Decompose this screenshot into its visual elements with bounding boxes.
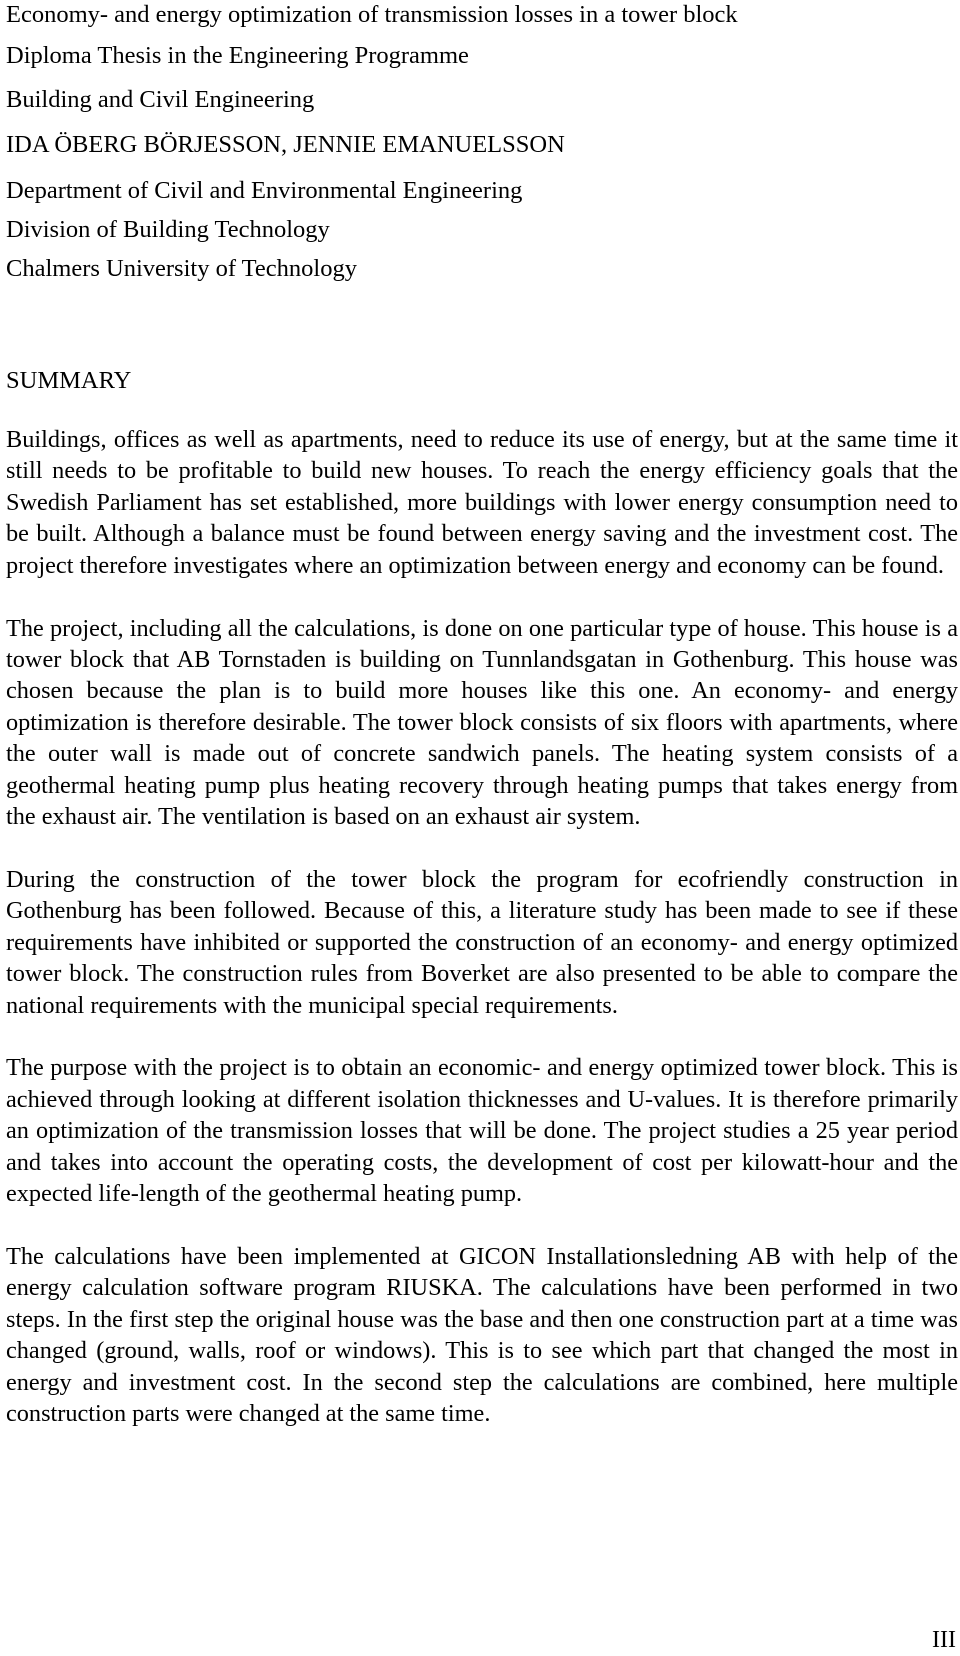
university-name: Chalmers University of Technology — [6, 255, 357, 282]
division-name: Division of Building Technology — [6, 216, 330, 243]
summary-paragraph: Buildings, offices as well as apartments, need to reduce its use of energy, but at the same time it still needs to be profitable to build new houses. To reach the energy efficiency goals that the Swedish Parliament has set established, more buildings with lower energy consumption need to be built. Although a balance must be found between energy saving and the investment cost. The project therefore investigates where an optimization between energy and economy can be found. — [6, 426, 958, 579]
summary-heading: SUMMARY — [6, 367, 132, 394]
summary-paragraph: During the construction of the tower block the program for ecofriendly construction in Gothenburg has been followed. Because of this, a literature study has been made to see if these requirements have inhibited or supported the construction of an economy- and energy optimized tower block. The construction rules from Boverket are also presented to be able to compare the national requirements with the municipal special requirements. — [6, 865, 958, 1019]
department-name: Department of Civil and Environmental Engineering — [6, 177, 523, 204]
page-number: III — [932, 1627, 956, 1653]
summary-paragraph: The purpose with the project is to obtain an economic- and energy optimized tower block. This is achieved through looking at different isolation thicknesses and U-values. It is therefore primarily an optimization of the transmission losses that will be done. The project studies a 25 year period and takes into account the operating costs, the development of cost per kilowatt-hour and the expected life-length of the geothermal heating pump. — [6, 1054, 958, 1208]
summary-body — [6, 424, 958, 1461]
programme-name: Building and Civil Engineering — [6, 86, 315, 113]
thesis-type: Diploma Thesis in the Engineering Programme — [6, 42, 469, 69]
author-names: IDA ÖBERG BÖRJESSON, JENNIE EMANUELSSON — [6, 131, 565, 158]
thesis-title: Economy- and energy optimization of transmission losses in a tower block — [6, 1, 738, 28]
summary-paragraph: The calculations have been implemented at GICON Installationsledning AB with help of the energy calculation software program RIUSKA. The calculations have been performed in two steps. In the first step the original house was the base and then one construction part at a time was changed (ground, walls, roof or windows). This is to see which part that changed the most in energy and investment cost. In the second step the calculations are combined, here multiple construction parts were changed at the same time. — [6, 1242, 958, 1427]
summary-paragraph: The project, including all the calculations, is done on one particular type of house. This house is a tower block that AB Tornstaden is building on Tunnlandsgatan in Gothenburg. This house was chosen because the plan is to build more houses like this one. An economy- and energy optimization is therefore desirable. The tower block consists of six floors with apartments, where the outer wall is made out of concrete sandwich panels. The heating system consists of a geothermal heating pump plus heating recovery through heating pumps that takes energy from the exhaust air. The ventilation is based on an exhaust air system. — [6, 614, 958, 830]
